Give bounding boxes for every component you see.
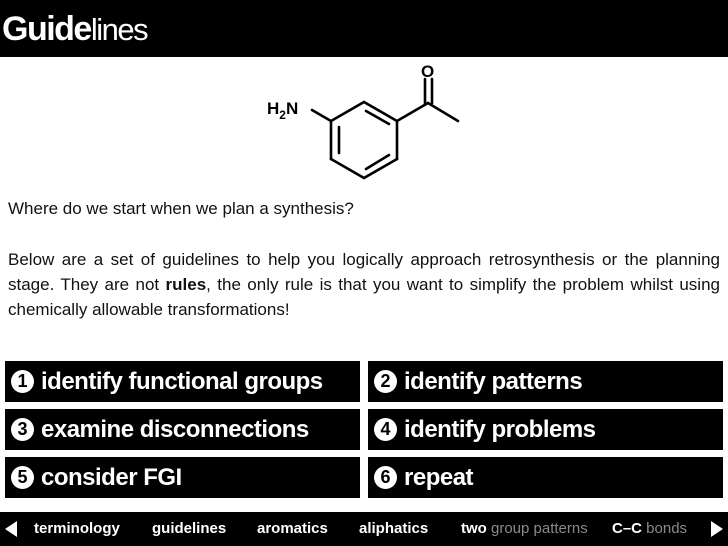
guideline-number-badge: 6 (374, 466, 397, 489)
guideline-card (368, 409, 723, 450)
nav-cc-bonds-suffix: bonds (642, 520, 688, 537)
paragraph-text-start: Below are a set of guidelines to help you logically approach retrosynthesis or the planning stage. They are not (8, 250, 720, 294)
guideline-number-badge: 4 (374, 418, 397, 441)
paragraph-emphasis: rules (165, 275, 207, 294)
nav-two-group-patterns-suffix: group patterns (486, 520, 588, 537)
nav-cc-bonds-label: C–C (612, 520, 643, 537)
nav-aromatics[interactable]: aromatics (257, 520, 328, 537)
title-bold: Guide (2, 10, 91, 48)
guideline-card (5, 361, 360, 402)
guideline-label: consider FGI (41, 464, 182, 491)
guideline-label: examine disconnections (41, 416, 309, 443)
guideline-number-badge: 3 (11, 418, 34, 441)
intro-question: Where do we start when we plan a synthesis? (8, 199, 354, 218)
guideline-card (5, 409, 360, 450)
guideline-label: identify functional groups (41, 368, 323, 395)
carbonyl-oxygen-label: O (421, 62, 435, 81)
previous-arrow-icon[interactable] (5, 521, 17, 537)
guideline-number-badge: 2 (374, 370, 397, 393)
guideline-card (5, 457, 360, 498)
nav-terminology[interactable]: terminology (34, 520, 120, 537)
guideline-label: identify patterns (404, 368, 583, 395)
nav-two-group-patterns-label: two (461, 520, 487, 537)
nav-two-group-patterns[interactable] (461, 512, 588, 546)
header-bar (0, 0, 728, 57)
guideline-number-badge: 1 (11, 370, 34, 393)
nav-cc-bonds[interactable] (612, 512, 687, 546)
intro-paragraph (8, 247, 720, 322)
guideline-number-badge: 5 (11, 466, 34, 489)
nav-guidelines[interactable]: guidelines (152, 520, 227, 537)
molecule-structure (0, 57, 728, 192)
nav-aliphatics[interactable]: aliphatics (359, 520, 429, 537)
amine-label: $H_2N$ (267, 99, 299, 122)
next-arrow-icon[interactable] (711, 521, 723, 537)
title-light: lines (90, 12, 148, 47)
paragraph-text-end: , the only rule is that you want to simplify the problem whilst using chemically allowable transformations! (8, 275, 720, 319)
footer-nav-bar (0, 512, 728, 546)
page-title (2, 6, 147, 53)
guideline-card (368, 361, 723, 402)
guideline-card (368, 457, 723, 498)
guideline-label: identify problems (404, 416, 596, 443)
guideline-label: repeat (404, 464, 474, 491)
